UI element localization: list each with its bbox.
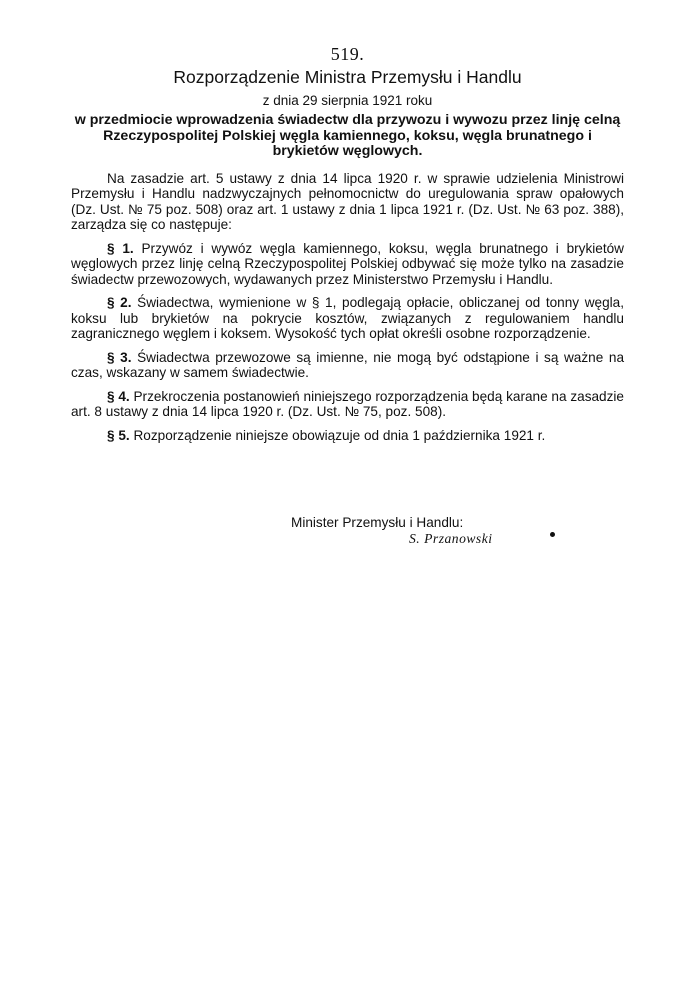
section-text: Przywóz i wywóz węgla kamiennego, koksu, węgla brunatnego i brykietów węglowych przez linję celną Rzeczypospolitej Polskiej odbywać się może tylko na zasadzie świadectw przewozowych, wydawanych przez Ministerstwo Przemysłu i Handlu. bbox=[71, 240, 624, 287]
section-text: Rozporządzenie niniejsze obowiązuje od dnia 1 października 1921 r. bbox=[133, 427, 546, 443]
section-2 bbox=[71, 295, 624, 342]
document-page bbox=[71, 44, 624, 443]
section-5 bbox=[71, 428, 624, 444]
section-label: § 1. bbox=[107, 240, 134, 256]
document-title: Rozporządzenie Ministra Przemysłu i Handlu bbox=[173, 67, 522, 87]
section-1 bbox=[71, 241, 624, 288]
preamble-paragraph: Na zasadzie art. 5 ustawy z dnia 14 lipca 1920 r. w sprawie udzielenia Ministrowi Przemysłu i Handlu nadzwyczajnych pełnomocnictw do uregulowania spraw opałowych (Dz. Ust. № 75 poz. 508) oraz art. 1 ustawy z dnia 1 lipca 1921 r. (Dz. Ust. № 63 poz. 388), zarządza się co następuje: bbox=[71, 170, 624, 232]
signature-title: Minister Przemysłu i Handlu: bbox=[291, 515, 464, 530]
section-label: § 5. bbox=[107, 427, 130, 443]
document-date: z dnia 29 sierpnia 1921 roku bbox=[262, 93, 433, 108]
ink-dot bbox=[550, 532, 555, 537]
section-text: Świadectwa, wymienione w § 1, podlegają opłacie, obliczanej od tonny węgla, koksu lub brykietów na pokrycie kosztów, związanych z regulowaniem handlu zagranicznego węglem i koksem. Wysokość tych opłat określi osobne rozporządzenie. bbox=[71, 295, 625, 341]
section-text: Świadectwa przewozowe są imienne, nie mogą być odstąpione i są ważne na czas, wskazany w samem świadectwie. bbox=[71, 349, 624, 380]
signature-name: S. Przanowski bbox=[409, 531, 493, 546]
section-label: § 4. bbox=[107, 388, 130, 404]
section-3 bbox=[71, 350, 624, 381]
section-label: § 2. bbox=[107, 295, 132, 310]
section-4 bbox=[71, 389, 624, 420]
signature-block bbox=[291, 515, 551, 547]
document-subject: w przedmiocie wprowadzenia świadectw dla przywozu i wywozu przez linję celną Rzeczypospolitej Polskiej węgla kamiennego, koksu, węgla brunatnego i brykietów węglowych. bbox=[74, 112, 621, 159]
section-text: Przekroczenia postanowień niniejszego rozporządzenia będą karane na zasadzie art. 8 ustawy z dnia 14 lipca 1920 r. (Dz. Ust. № 75, poz. 508). bbox=[71, 388, 624, 419]
section-label: § 3. bbox=[107, 349, 132, 365]
page-number: 519. bbox=[330, 44, 365, 64]
